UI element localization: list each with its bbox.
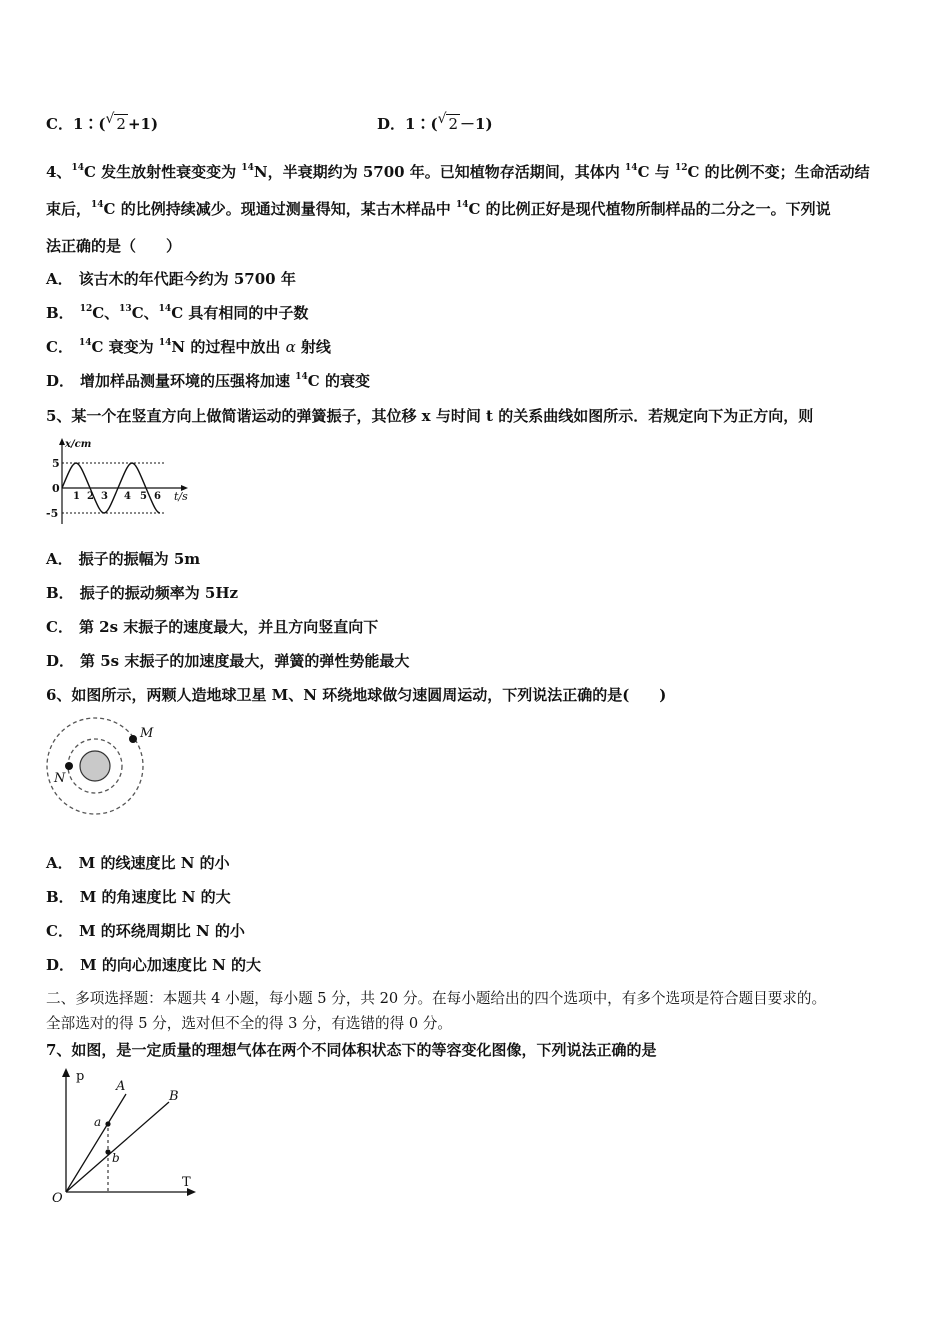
x-tick-6: 6 (154, 491, 161, 502)
x-axis-label: t/s (174, 490, 188, 503)
satellite-m-label: M (140, 726, 154, 741)
q3-option-d: D．1∶(√ 2 －1) (377, 111, 493, 133)
y-tick-0: 0 (52, 482, 60, 495)
satellite-n-label: N (54, 771, 66, 786)
q4-option-c: C． $^{14}$C 衰变为 $^{14}$N 的过程中放出 α 射线 (46, 338, 331, 356)
line-b-label: B (169, 1089, 179, 1104)
origin-label: O (52, 1191, 63, 1206)
point-b-label: b (112, 1151, 120, 1165)
earth (80, 751, 110, 781)
q6-option-a: A． M 的线速度比 N 的小 (46, 854, 230, 872)
point-b (105, 1149, 110, 1154)
q6-stem: 6、如图所示，两颗人造地球卫星 M、N 环绕地球做匀速圆周运动，下列说法正确的是( ) (46, 686, 667, 704)
q6-option-b: B． M 的角速度比 N 的大 (46, 888, 231, 906)
q5-oscillation-graph (42, 436, 197, 528)
q5-option-d: D． 第 5s 末振子的加速度最大，弹簧的弹性势能最大 (46, 652, 410, 670)
point-a (105, 1121, 110, 1126)
q6-orbit-diagram (40, 712, 170, 822)
x-tick-5: 5 (140, 491, 147, 502)
section2-instructions-line-1: 二、多项选择题：本题共 4 小题，每小题 5 分，共 20 分。在每小题给出的四个选项中，有多个选项是符合题目要求的。 (46, 990, 827, 1007)
y-axis-label: x/cm (65, 439, 92, 450)
p-axis-label: p (76, 1069, 85, 1084)
x-tick-1: 1 (73, 491, 80, 502)
option-label: C． (46, 115, 73, 133)
q4-option-a: A． 该古木的年代距今约为 5700 年 (46, 270, 296, 288)
x-tick-4: 4 (124, 491, 131, 502)
satellite-m (129, 735, 137, 743)
q5-stem: 5、某一个在竖直方向上做简谐运动的弹簧振子，其位移 x 与时间 t 的关系曲线如图所示．若规定向下为正方向，则 (46, 407, 814, 425)
x-tick-2: 2 (87, 491, 94, 502)
q4-option-b: B． $^{12}$C、$^{13}$C、$^{14}$C 具有相同的中子数 (46, 304, 309, 322)
q5-option-c: C． 第 2s 末振子的速度最大，并且方向竖直向下 (46, 618, 379, 636)
p-axis-arrow (62, 1068, 70, 1077)
q4-stem-line-1: 4、$^{14}$C 发生放射性衰变变为 $^{14}$N，半衰期约为 5700 年。已知植物存活期间，其体内 $^{14}$C 与 $^{12}$C 的比例不变；生命活动结 (46, 163, 870, 181)
line-a-label: A (116, 1079, 126, 1094)
q4-stem-line-2: 束后，$^{14}$C 的比例持续减少。现通过测量得知，某古木样品中 $^{14}$C 的比例正好是现代植物所制样品的二分之一。下列说 (46, 200, 831, 218)
q4-stem-line-3: 法正确的是（ ） (46, 237, 182, 255)
point-a-label: a (94, 1115, 102, 1129)
q4-option-d: D． 增加样品测量环境的压强将加速 $^{14}$C 的衰变 (46, 372, 370, 390)
q5-option-a: A． 振子的振幅为 5m (46, 550, 201, 568)
q3-option-c: C．1∶(√ 2 +1) (46, 111, 159, 133)
option-label: D． (377, 115, 406, 133)
y-tick-5: 5 (52, 457, 60, 470)
t-axis-label: T (182, 1175, 191, 1190)
sqrt-symbol: √ (105, 111, 115, 127)
q6-option-c: C． M 的环绕周期比 N 的小 (46, 922, 245, 940)
q7-pt-graph (44, 1064, 204, 1208)
q6-option-d: D． M 的向心加速度比 N 的大 (46, 956, 261, 974)
satellite-n (65, 762, 73, 770)
y-tick-neg5: -5 (46, 507, 59, 520)
line-a (66, 1094, 126, 1192)
x-tick-3: 3 (101, 491, 108, 502)
q7-stem: 7、如图，是一定质量的理想气体在两个不同体积状态下的等容变化图像，下列说法正确的是 (46, 1041, 657, 1059)
q5-option-b: B． 振子的振动频率为 5Hz (46, 584, 239, 602)
section2-instructions-line-2: 全部选对的得 5 分，选对但不全的得 3 分，有选错的得 0 分。 (46, 1015, 452, 1032)
line-b (66, 1102, 169, 1192)
sqrt-symbol: √ (437, 111, 447, 127)
